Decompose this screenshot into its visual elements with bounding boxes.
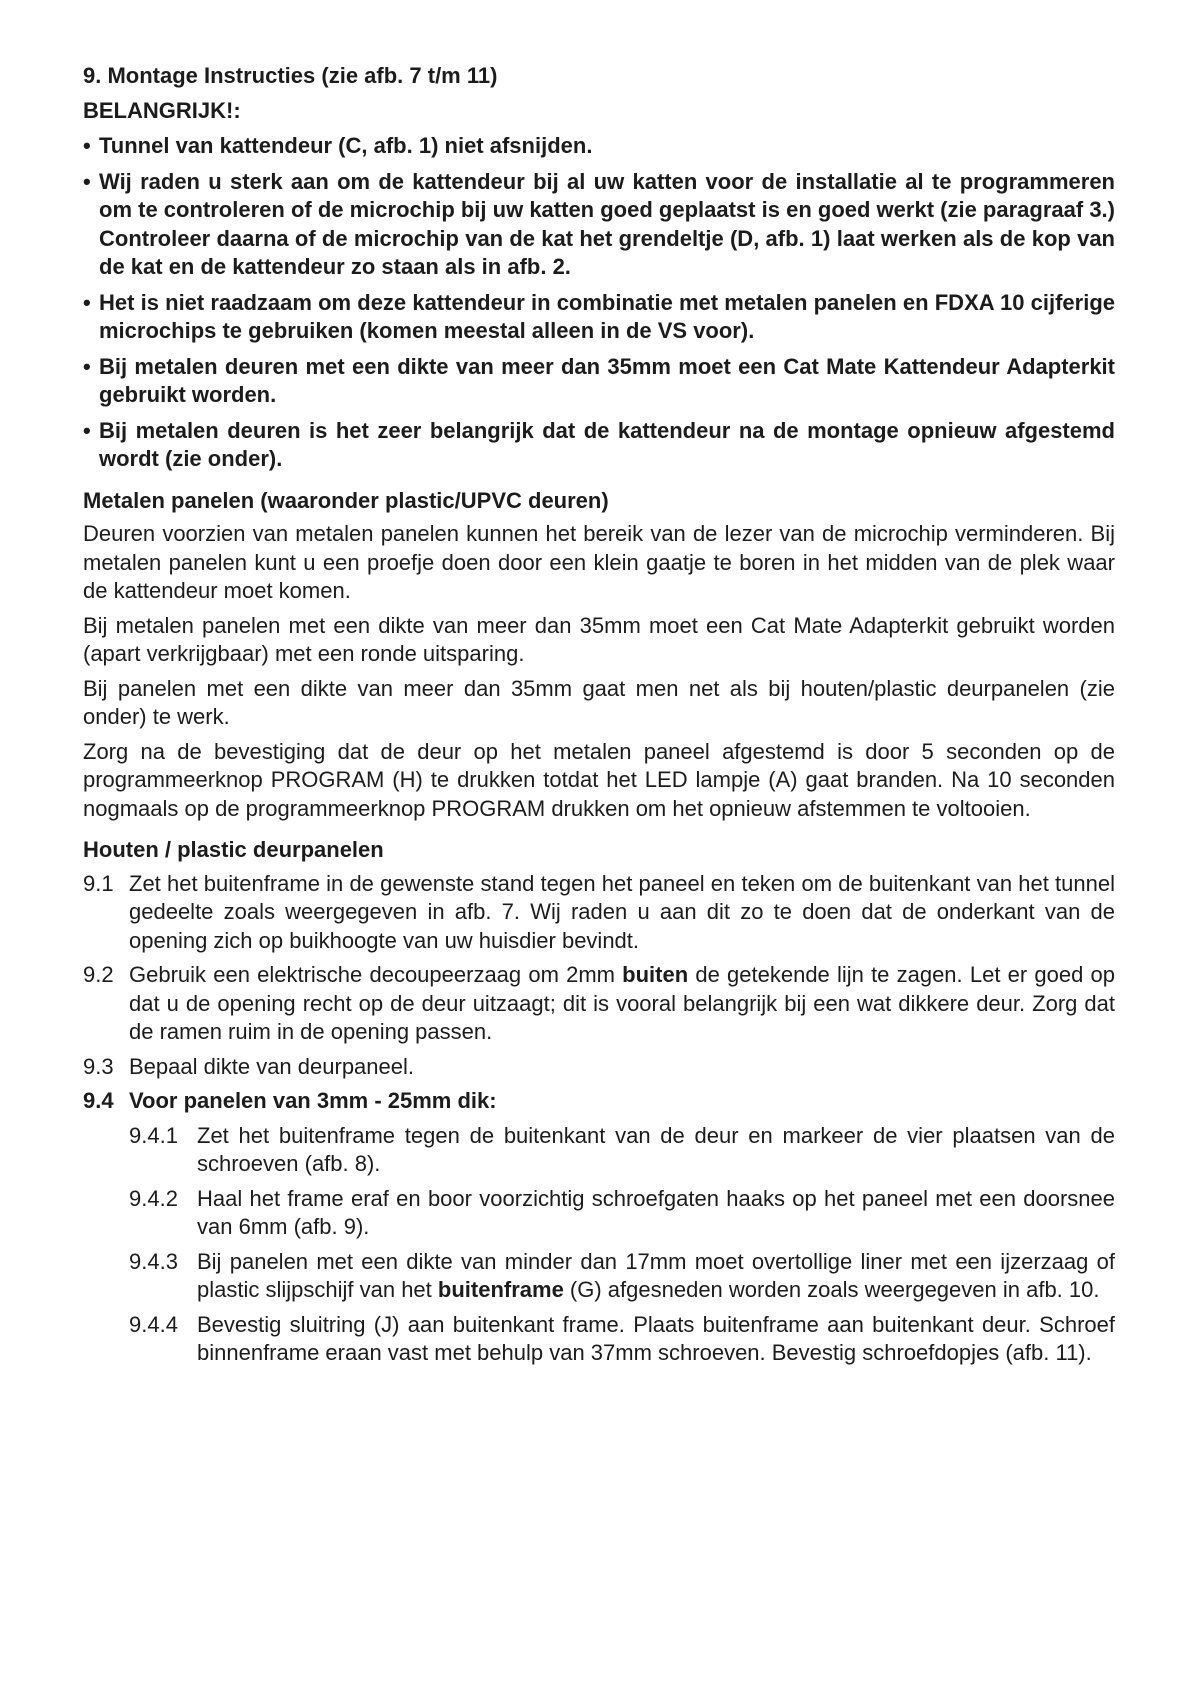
- bullet-item: [83, 353, 1115, 410]
- document-page: [83, 62, 1115, 1368]
- substep-text: Haal het frame eraf en boor voorzichtig schroefgaten haaks op het paneel met een doorsnee van 6mm (afb. 9).: [197, 1185, 1115, 1239]
- metal-paragraph: Zorg na de bevestiging dat de deur op het metalen paneel afgestemd is door 5 seconden op de programmeerknop PROGRAM (H) te drukken totdat het LED lampje (A) gaat branden. Na 10 seconden nogmaals op de programmeerknop PROGRAM drukken om het opnieuw afstemmen te voltooien.: [83, 738, 1115, 821]
- bullet-marker: •: [83, 417, 91, 443]
- step-text: [129, 961, 1115, 1047]
- substep-text-part: Bij panelen met een dikte van minder dan 17mm moet overtollige liner met een ijzerzaag of plastic slijpschijf van het: [197, 1248, 1115, 1302]
- substep-9-4-2: [129, 1185, 1115, 1242]
- bullet-text: Wij raden u sterk aan om de kattendeur bij al uw katten voor de installatie al te programmeren om te controleren of de microchip bij uw katten goed geplaatst is en goed werkt (zie paragraaf 3.) Controleer daarna of de microchip van de kat het grendeltje (D, afb. 1) laat werken als de kop van de kat en de kattendeur zo staan als in afb. 2.: [99, 168, 1115, 279]
- substep-text-part: (G) afgesneden worden zoals weergegeven in afb. 10.: [563, 1277, 1100, 1302]
- bullet-marker: •: [83, 133, 91, 158]
- bullet-item: [83, 132, 1115, 161]
- step-number: 9.2: [83, 962, 114, 987]
- substep-9-4-1: [129, 1122, 1115, 1179]
- metal-panels-heading: Metalen panelen (waaronder plastic/UPVC deuren): [83, 487, 609, 513]
- metal-paragraph: Deuren voorzien van metalen panelen kunnen het bereik van de lezer van de microchip verminderen. Bij metalen panelen kunt u een proefje doen door een klein gaatje te boren in het midden van de plek waar de kattendeur moet komen.: [83, 521, 1115, 603]
- step-text-bold: buiten: [622, 962, 689, 987]
- substep-number: 9.4.4: [129, 1311, 178, 1337]
- step-text: Voor panelen van 3mm - 25mm dik:: [129, 1088, 497, 1113]
- step-9-3: [83, 1053, 1115, 1082]
- substep-number: 9.4.2: [129, 1185, 178, 1211]
- step-number: 9.4: [83, 1088, 114, 1113]
- step-text-part: de getekende lijn te zagen. Let er goed op dat u de opening recht op de deur uitzaagt; dit is vooral belangrijk bij een wat dikkere deur. Zorg dat de ramen ruim in de opening passen.: [129, 962, 1115, 1044]
- bullet-text: Het is niet raadzaam om deze kattendeur in combinatie met metalen panelen en FDXA 10 cijferige microchips te gebruiken (komen meestal alleen in de VS voor).: [99, 289, 1115, 343]
- step-number: 9.1: [83, 870, 114, 896]
- step-text-part: Gebruik een elektrische decoupeerzaag om 2mm: [129, 962, 623, 987]
- section-heading: 9. Montage Instructies (zie afb. 7 t/m 11): [83, 63, 498, 88]
- substep-9-4-4: [129, 1311, 1115, 1368]
- metal-paragraph: Bij panelen met een dikte van meer dan 35mm gaat men net als bij houten/plastic deurpanelen (zie onder) te werk.: [83, 675, 1115, 729]
- wood-panels-heading: Houten / plastic deurpanelen: [83, 837, 384, 862]
- bullet-marker: •: [83, 168, 91, 194]
- substep-9-4-3: [129, 1248, 1115, 1305]
- substep-text: Zet het buitenframe tegen de buitenkant van de deur en markeer de vier plaatsen van de schroeven (afb. 8).: [197, 1122, 1115, 1176]
- step-number: 9.3: [83, 1053, 114, 1079]
- bullet-text: Bij metalen deuren met een dikte van meer dan 35mm moet een Cat Mate Kattendeur Adapterkit gebruikt worden.: [99, 353, 1115, 407]
- bullet-text: Tunnel van kattendeur (C, afb. 1) niet afsnijden.: [99, 133, 593, 158]
- step-text: Bepaal dikte van deurpaneel.: [129, 1053, 414, 1079]
- step-9-2: [83, 961, 1115, 1047]
- bullet-item: [83, 289, 1115, 346]
- bullet-item: [83, 168, 1115, 282]
- substep-text: Bevestig sluitring (J) aan buitenkant frame. Plaats buitenframe aan buitenkant deur. Schroef binnenframe eraan vast met behulp van 37mm schroeven. Bevestig schroefdopjes (afb. 11).: [197, 1311, 1115, 1365]
- bullet-text: Bij metalen deuren is het zeer belangrijk dat de kattendeur na de montage opnieuw afgestemd wordt (zie onder).: [99, 417, 1115, 471]
- step-9-4: [83, 1087, 1115, 1116]
- substep-number: 9.4.1: [129, 1122, 178, 1148]
- bullet-marker: •: [83, 353, 91, 379]
- metal-paragraph: Bij metalen panelen met een dikte van meer dan 35mm moet een Cat Mate Adapterkit gebruikt worden (apart verkrijgbaar) met een ronde uitsparing.: [83, 612, 1115, 666]
- bullet-marker: •: [83, 289, 91, 315]
- substep-text: [197, 1248, 1115, 1305]
- substep-number: 9.4.3: [129, 1248, 178, 1274]
- step-text: Zet het buitenframe in de gewenste stand tegen het paneel en teken om de buitenkant van het tunnel gedeelte zoals weergegeven in afb. 7. Wij raden u aan dit zo te doen dat de onderkant van de opening zich op buikhoogte van uw huisdier bevindt.: [129, 870, 1115, 953]
- important-label: BELANGRIJK!:: [83, 97, 241, 123]
- substep-text-bold: buitenframe: [437, 1277, 564, 1302]
- bullet-item: [83, 417, 1115, 474]
- step-9-1: [83, 870, 1115, 956]
